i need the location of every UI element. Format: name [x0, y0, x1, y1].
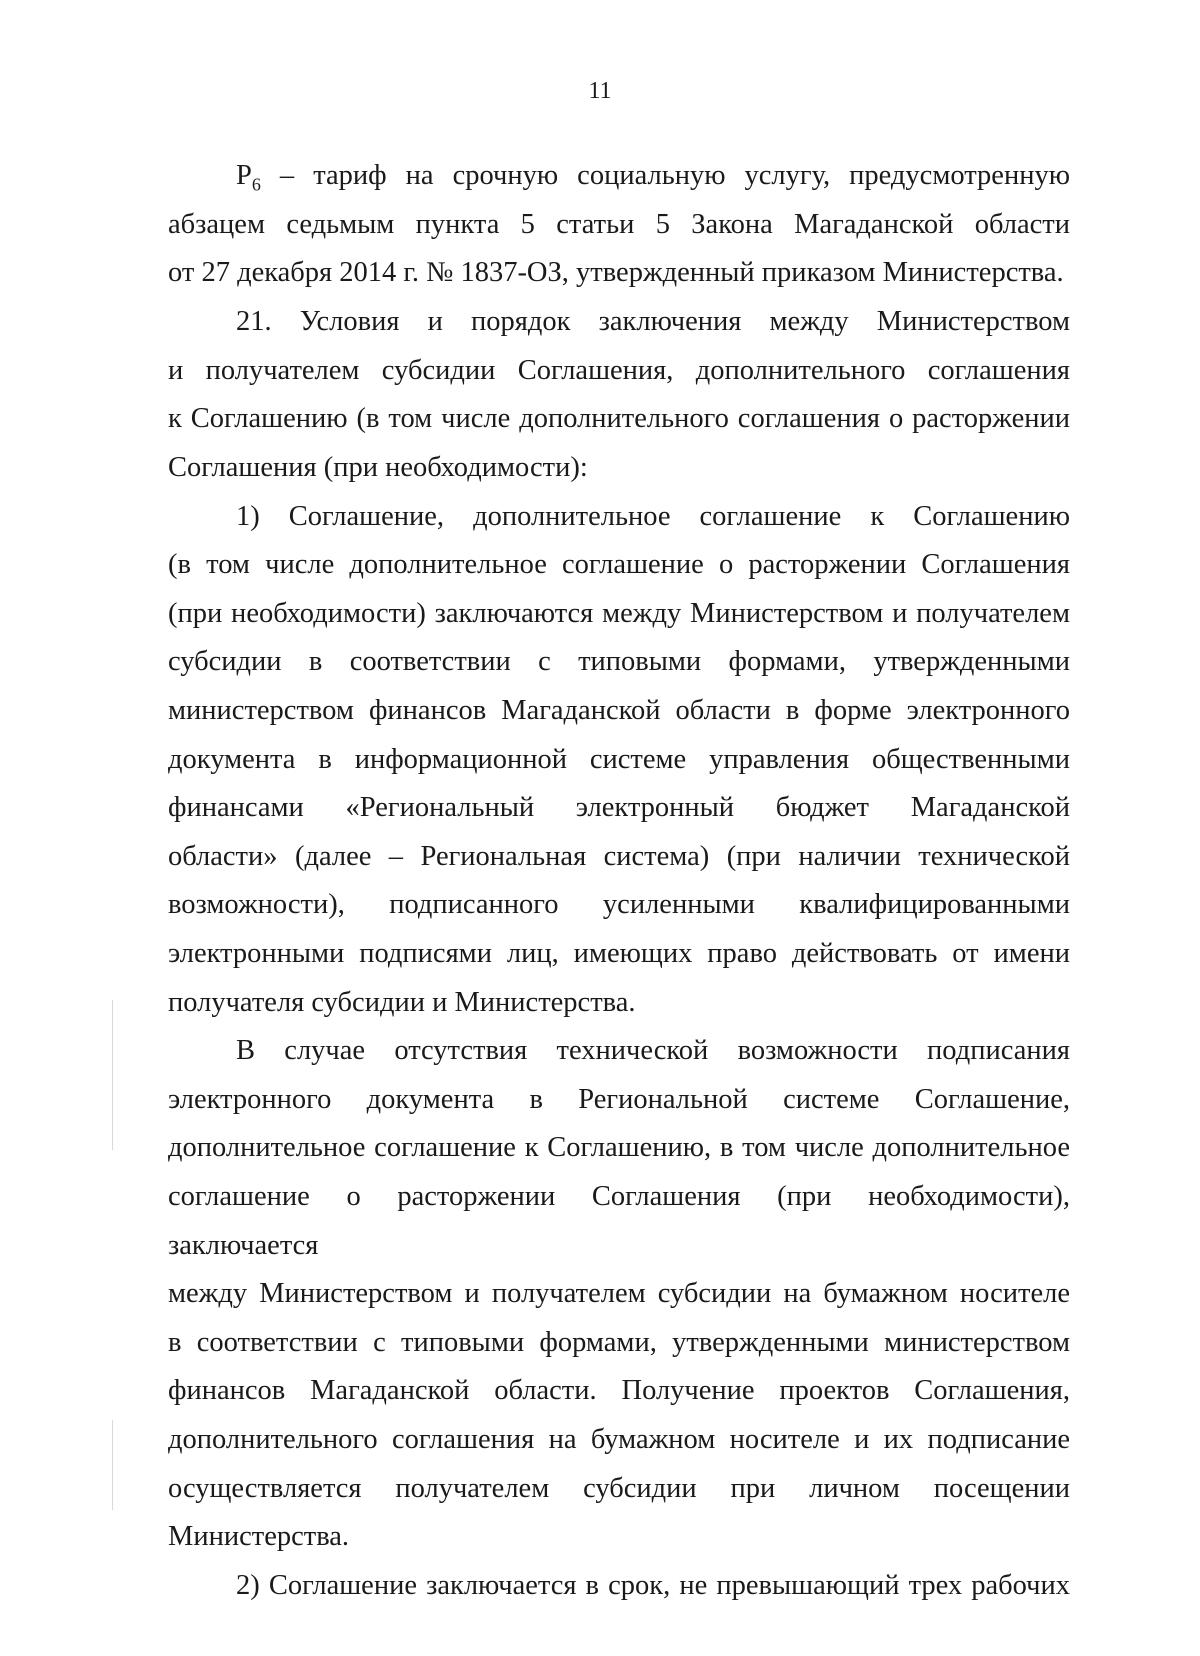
- paragraph-item-1: [168, 493, 1070, 1028]
- page-number: 11: [588, 78, 612, 104]
- text-line: 21. Условия и порядок заключения между Министерством: [236, 306, 1070, 338]
- paragraph-section-21: [168, 298, 1070, 492]
- text-line: дополнительное соглашение к Соглашению, в том числе дополнительное: [168, 1132, 1070, 1164]
- paragraph-tariff-definition: [168, 152, 1070, 298]
- text-line: финансов Магаданской области. Получение проектов Соглашения,: [168, 1375, 1070, 1407]
- text-line: получателя субсидии и Министерства.: [168, 986, 636, 1018]
- scan-edge-mark: [112, 1000, 113, 1150]
- text-line: субсидии в соответствии с типовыми формами, утвержденными: [168, 646, 1070, 678]
- text-line: дополнительного соглашения на бумажном носителе и их подписание: [168, 1423, 1070, 1455]
- paragraph-paper-agreement: [168, 1027, 1070, 1562]
- text-line: 2) Соглашение заключается в срок, не превышающий трех рабочих: [236, 1569, 1070, 1601]
- document-body: [168, 152, 1070, 1610]
- text-line: Соглашения (при необходимости):: [168, 452, 588, 484]
- text-line: между Министерством и получателем субсидии на бумажном носителе: [168, 1278, 1070, 1310]
- text-line: в соответствии с типовыми формами, утвержденными министерством: [168, 1326, 1070, 1358]
- text-line: осуществляется получателем субсидии при личном посещении: [168, 1472, 1070, 1504]
- text-line: абзацем седьмым пункта 5 статьи 5 Закона Магаданской области: [168, 208, 1070, 240]
- text-line: документа в информационной системе управления общественными: [168, 743, 1070, 775]
- text-line: возможности), подписанного усиленными квалифицированными: [168, 889, 1070, 921]
- text-line: (в том числе дополнительное соглашение о расторжении Соглашения: [168, 549, 1070, 581]
- text-line: электронными подписями лиц, имеющих право действовать от имени: [168, 938, 1070, 969]
- text-line: $P_6$ – тариф на срочную социальную услугу, предусмотренную: [236, 160, 1070, 195]
- paragraph-item-2: [168, 1562, 1070, 1611]
- text-line: от 27 декабря 2014 г. № 1837-ОЗ, утвержденный приказом Министерства.: [168, 257, 1064, 289]
- text-line: соглашение о расторжении Соглашения (при необходимости), заключается: [168, 1180, 1070, 1261]
- text-line: министерством финансов Магаданской области в форме электронного: [168, 695, 1070, 727]
- text-line: области» (далее – Региональная система) (при наличии технической: [168, 840, 1070, 872]
- text-line: В случае отсутствия технической возможности подписания: [236, 1035, 1070, 1067]
- scan-edge-mark: [112, 1420, 113, 1510]
- text-line: электронного документа в Региональной системе Соглашение,: [168, 1083, 1070, 1115]
- tariff-symbol: $P_6$: [236, 160, 261, 195]
- text-line: Министерства.: [168, 1521, 350, 1553]
- text-line: к Соглашению (в том числе дополнительного соглашения о расторжении: [168, 403, 1070, 435]
- text-line: и получателем субсидии Соглашения, дополнительного соглашения: [168, 354, 1070, 386]
- text-line: (при необходимости) заключаются между Министерством и получателем: [168, 597, 1070, 629]
- text-line: финансами «Региональный электронный бюджет Магаданской: [168, 792, 1070, 824]
- text-line: 1) Соглашение, дополнительное соглашение к Соглашению: [236, 500, 1070, 532]
